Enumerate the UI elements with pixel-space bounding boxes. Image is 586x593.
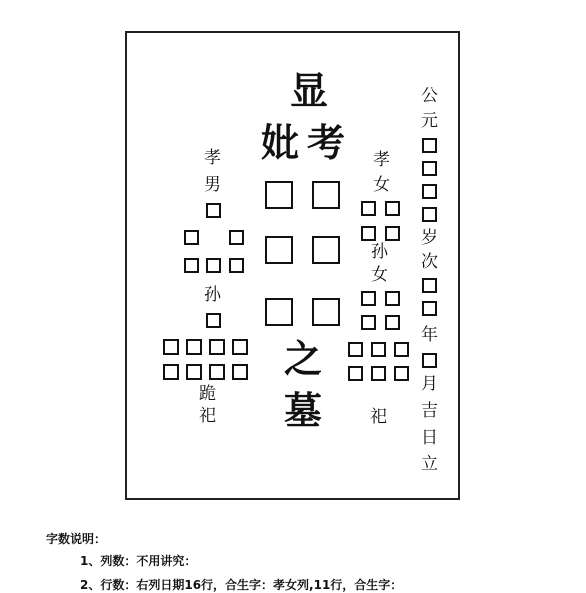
date-li: 立 <box>421 454 438 474</box>
ganzhi-box <box>422 301 437 316</box>
name-box <box>312 236 340 264</box>
grandson-box <box>232 339 248 355</box>
granddaughter-box <box>361 315 376 330</box>
daughter-box <box>385 226 400 241</box>
granddaughter-box <box>385 291 400 306</box>
year-box <box>422 184 437 199</box>
right-nv2: 女 <box>371 265 388 285</box>
name-box <box>312 298 340 326</box>
date-yuan: 元 <box>421 111 438 131</box>
grandson-box <box>163 364 179 380</box>
daughter-box <box>385 201 400 216</box>
title-bi: 妣 <box>261 120 300 165</box>
son-box <box>229 258 244 273</box>
date-sui: 岁 <box>421 228 438 248</box>
granddaughter-box <box>385 315 400 330</box>
son-box <box>206 258 221 273</box>
month-box <box>422 353 437 368</box>
grandson-box <box>163 339 179 355</box>
date-yue: 月 <box>421 374 438 394</box>
right-sun: 孙 <box>371 242 388 262</box>
date-gong: 公 <box>421 86 438 106</box>
granddaughter-box <box>348 342 363 357</box>
left-sun: 孙 <box>204 285 221 305</box>
notes-heading: 字数说明： <box>46 532 107 546</box>
date-nian: 年 <box>421 325 438 345</box>
right-si: 祀 <box>370 407 387 427</box>
son-box <box>206 203 221 218</box>
daughter-box <box>361 201 376 216</box>
name-box <box>312 181 340 209</box>
grandson-box <box>206 313 221 328</box>
grandson-box <box>232 364 248 380</box>
ganzhi-box <box>422 278 437 293</box>
son-box <box>184 258 199 273</box>
notes-line-2: 2、行数：右列日期16行，合生字：孝女列,11行，合生字： <box>80 578 403 592</box>
granddaughter-box <box>361 291 376 306</box>
char-zhi: 之 <box>284 336 323 381</box>
name-box <box>265 181 293 209</box>
title-kao: 考 <box>307 120 346 165</box>
date-ri: 日 <box>421 428 438 448</box>
daughter-box <box>361 226 376 241</box>
year-box <box>422 161 437 176</box>
year-box <box>422 138 437 153</box>
granddaughter-box <box>371 366 386 381</box>
granddaughter-box <box>348 366 363 381</box>
grandson-box <box>209 364 225 380</box>
right-xiao: 孝 <box>373 150 390 170</box>
char-mu: 墓 <box>284 388 323 433</box>
left-si: 祀 <box>199 406 216 426</box>
year-box <box>422 207 437 222</box>
grandson-box <box>186 339 202 355</box>
grandson-box <box>186 364 202 380</box>
granddaughter-box <box>394 366 409 381</box>
left-gui: 跪 <box>199 384 216 404</box>
date-ci: 次 <box>421 252 438 272</box>
left-xiao: 孝 <box>204 148 221 168</box>
granddaughter-box <box>394 342 409 357</box>
grandson-box <box>209 339 225 355</box>
name-box <box>265 298 293 326</box>
date-ji: 吉 <box>421 401 438 421</box>
right-nv: 女 <box>373 175 390 195</box>
notes-line-1: 1、列数：不用讲究： <box>80 554 197 568</box>
granddaughter-box <box>371 342 386 357</box>
left-nan: 男 <box>204 175 221 195</box>
son-box <box>229 230 244 245</box>
son-box <box>184 230 199 245</box>
name-box <box>265 236 293 264</box>
title-xian: 显 <box>290 68 329 113</box>
